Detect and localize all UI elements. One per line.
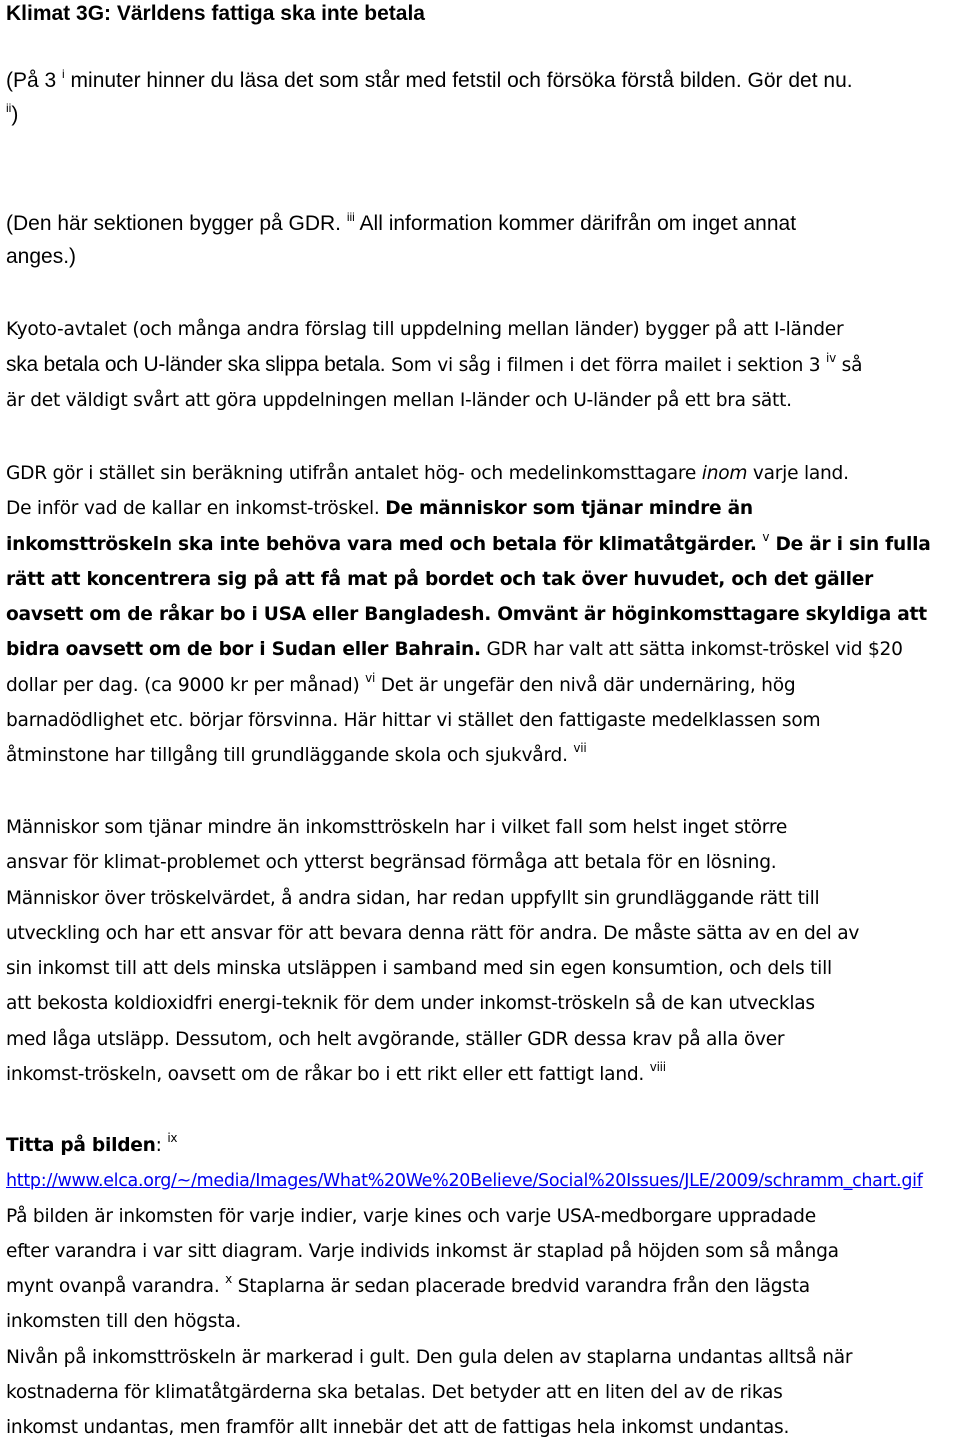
gdr-line-9: åtminstone har tillgång till grundläggande skola och sjukvård. $^{vii}$: [6, 741, 587, 767]
kyoto-line-1: Kyoto-avtalet (och många andra förslag till uppdelning mellan länder) bygger på att I-länder: [6, 319, 844, 340]
gdr-line-8: barnadödlighet etc. börjar försvinna. Här hittar vi stället den fattigaste medelklassen som: [6, 710, 821, 732]
threshold-line-2: ansvar för klimat-problemet och ytterst begränsad förmåga att betala för en lösning.: [6, 852, 777, 874]
source-note-paragraph: [6, 206, 958, 275]
intro-line-2: $^{ii}$): [6, 101, 19, 126]
endnote-ref-iii[interactable]: iii: [346, 210, 355, 224]
picture-link-line: [6, 1163, 958, 1198]
endnote-ref-ii[interactable]: ii: [6, 101, 12, 115]
threshold-paragraph: [6, 810, 958, 1092]
endnote-ref-vi[interactable]: vi: [365, 670, 376, 685]
picture-section: [6, 1128, 958, 1446]
threshold-line-1: Människor som tjänar mindre än inkomsttröskeln har i vilket fall som helst inget större: [6, 817, 788, 838]
source-note-line-1: (Den här sektionen bygger på GDR. $^{iii}$ All information kommer därifrån om inget annat: [6, 210, 797, 235]
picture-line-7: inkomst undantas, men framför allt innebär det att de fattigas hela inkomst undantas.: [6, 1417, 790, 1439]
threshold-line-7: med låga utsläpp. Dessutom, och helt avgörande, ställer GDR dessa krav på alla över: [6, 1028, 785, 1050]
gdr-line-6: bidra oavsett om de bor i Sudan eller Bahrain. GDR har valt att sätta inkomst-tröskel vid $20: [6, 639, 903, 661]
gdr-paragraph: [6, 456, 958, 774]
gdr-line-3: inkomsttröskeln ska inte behöva vara med och betala för klimatåtgärder. $^v$ De är i sin fulla: [6, 529, 931, 555]
picture-line-1: På bilden är inkomsten för varje indier, varje kines och varje USA-medborgare uppradade: [6, 1205, 816, 1227]
source-note-line-2: anges.): [6, 245, 77, 268]
threshold-line-6: att bekosta koldioxidfri energi-teknik för dem under inkomst-tröskeln så de kan utvecklas: [6, 993, 815, 1015]
endnote-ref-ix[interactable]: ix: [167, 1131, 178, 1145]
picture-line-6: kostnaderna för klimatåtgärderna ska betalas. Det betyder att en liten del av de rikas: [6, 1382, 783, 1404]
endnote-ref-x[interactable]: x: [225, 1272, 233, 1287]
gdr-line-7: dollar per dag. (ca 9000 kr per månad) $^{vi}$ Det är ungefär den nivå där undernäring, hög: [6, 670, 796, 696]
endnote-ref-i[interactable]: i: [62, 67, 65, 81]
endnote-ref-v[interactable]: v: [762, 529, 770, 544]
kyoto-line-3: är det väldigt svårt att göra uppdelningen mellan I-länder och U-länder på ett bra sätt.: [6, 389, 792, 411]
chart-image-link[interactable]: http://www.elca.org/~/media/Images/What%20We%20Believe/Social%20Issues/JLE/2009/schramm_chart.gif: [6, 1171, 923, 1192]
picture-line-5: Nivån på inkomsttröskeln är markerad i gult. Den gula delen av staplarna undantas alltså när: [6, 1346, 853, 1368]
threshold-line-4: utveckling och har ett ansvar för att bevara denna rätt för andra. De måste sätta av en del av: [6, 922, 860, 944]
kyoto-paragraph: [6, 312, 958, 418]
endnote-ref-vii[interactable]: vii: [573, 741, 587, 756]
intro-paragraph: [6, 63, 958, 133]
threshold-line-3: Människor över tröskelvärdet, å andra sidan, har redan uppfyllt sin grundläggande rätt till: [6, 887, 820, 909]
endnote-ref-viii[interactable]: viii: [649, 1060, 666, 1075]
gdr-line-1: GDR gör i stället sin beräkning utifrån antalet hög- och medelinkomsttagare inom varje land.: [6, 463, 849, 484]
gdr-line-4: rätt att koncentrera sig på att få mat på bordet och tak över huvudet, och det gäller: [6, 568, 874, 590]
picture-line-3: mynt ovanpå varandra. $^x$ Staplarna är sedan placerade bredvid varandra från den lägsta: [6, 1272, 810, 1298]
page-title: Klimat 3G: Världens fattiga ska inte betala: [6, 2, 425, 25]
threshold-line-8: inkomst-tröskeln, oavsett om de råkar bo i ett rikt eller ett fattigt land. $^{viii}$: [6, 1060, 666, 1086]
picture-line-2: efter varandra i var sitt diagram. Varje individs inkomst är staplad på höjden som så många: [6, 1240, 839, 1262]
endnote-ref-iv[interactable]: iv: [826, 351, 836, 366]
intro-line-1: (På 3 $^i$ minuter hinner du läsa det som står med fetstil och försöka förstå bilden. Gör det nu.: [6, 67, 853, 92]
picture-heading: Titta på bilden: $^{ix}$: [6, 1131, 178, 1156]
threshold-line-5: sin inkomst till att dels minska utsläppen i samband med sin egen konsumtion, och dels till: [6, 958, 832, 980]
kyoto-line-2: ska betala och U-länder ska slippa betala. Som vi såg i filmen i det förra mailet i sektion 3 $^{iv}$ så: [6, 351, 863, 377]
gdr-line-2: De inför vad de kallar en inkomst-tröskel. De människor som tjänar mindre än: [6, 498, 753, 520]
gdr-line-5: oavsett om de råkar bo i USA eller Bangladesh. Omvänt är höginkomsttagare skyldiga att: [6, 604, 927, 626]
picture-line-4: inkomsten till den högsta.: [6, 1311, 242, 1333]
